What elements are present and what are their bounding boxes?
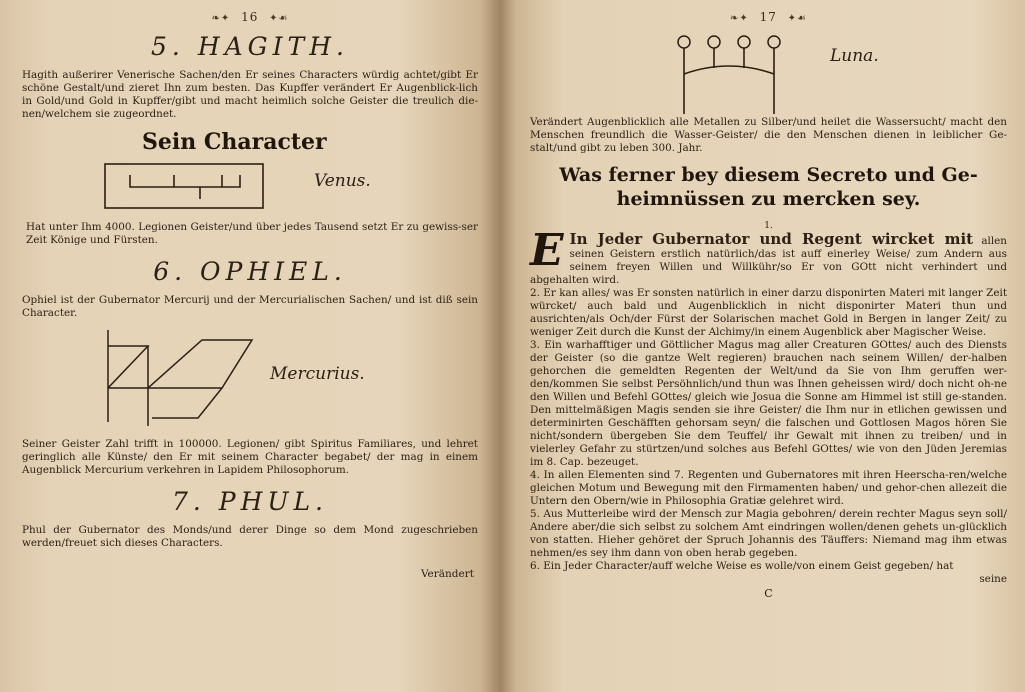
right-footer	[530, 573, 1007, 585]
venus-text: Hat unter Ihm 4000. Legionen Geister/und über jedes Tausend setzt Er zu gewiss-ser Zeit Könige und Fürsten.	[26, 221, 478, 246]
section-title	[530, 163, 1007, 211]
luna-label: Luna.	[830, 46, 879, 66]
venus-figure-row	[22, 161, 478, 221]
character-title: Sein Character	[142, 129, 327, 155]
ophiel-text: Ophiel ist der Gubernator Mercurij und der Mercurialischen Sachen/ und ist diß sein Character.	[22, 294, 478, 319]
luna-character-icon	[670, 34, 790, 118]
section-title-line-2: heimnüssen zu mercken sey.	[616, 188, 921, 210]
left-catchword: Verändert	[420, 568, 474, 580]
item-number: 1.	[764, 221, 773, 231]
ornament-icon: ✦☙	[269, 13, 289, 24]
signature-mark: C	[764, 587, 773, 600]
right-catchword: seine	[979, 573, 1007, 585]
phul-text: Phul der Gubernator des Monds/und derer Dinge so dem Mond zugeschrieben werden/freuet sich dieses Characters.	[22, 524, 478, 549]
paragraph-1: allen seinen Geistern erstlich natürlich/das ist auff einerley Weise/ zum Andern aus seinem freyen Willen und Willkühr/so Er von GOtt nicht verhindert und abgehalten wird.	[530, 235, 1007, 286]
paragraph-5: 5. Aus Mutterleibe wird der Mensch zur Magia gebohren/ derein rechter Magus seyn soll/ Andere aber/die sich selbst zu solchem Amt eindringen wollen/denen gehets un-glücklich von statten. Hieher gehöret der Spruch Johannis des Täuffers: Niemand mag ihm etwas nehmen/es sey ihm dann von oben herab gegeben.	[530, 508, 1007, 559]
mercurius-label: Mercurius.	[270, 364, 365, 384]
paragraph-6-text: 6. Ein Jeder Character/auff welche Weise es wolle/von einem Geist gegeben/ hat	[530, 560, 954, 572]
section-title-line-1: Was ferner bey diesem Secreto und Ge-	[559, 164, 978, 186]
ornament-icon: ❧✦	[211, 13, 231, 24]
mercurius-figure-row	[22, 320, 478, 438]
paragraph-6	[530, 560, 1007, 573]
right-page	[500, 0, 1025, 692]
left-page-header	[22, 8, 478, 26]
drop-cap: E	[530, 225, 564, 276]
luna-figure-row	[530, 26, 1007, 116]
luna-text: Verändert Augenblicklich alle Metallen zu Silber/und heilet die Wassersucht/ macht den Menschen freundlich die Wasser-Geister/ die den Menschen dienen in leiblicher Ge-stalt/und gibt zu leben 300. Jahr.	[530, 116, 1007, 154]
intro-line: In Jeder Gubernator und Regent wircket mit	[569, 230, 974, 248]
paragraph-4: 4. In allen Elementen sind 7. Regenten und Gubernatores mit ihren Heerscha-ren/welche gleichen Motum und Bewegung mit den Firmamenten haben/ und gehor-chen allezeit die Untern den Obern/wie in Philosophia Gratiæ gelehret wird.	[530, 469, 1007, 507]
right-page-header	[530, 8, 1007, 26]
ophiel-heading: 6. OPHIEL.	[153, 257, 347, 286]
phul-heading: 7. PHUL.	[171, 487, 329, 516]
right-page-number: 17	[759, 10, 777, 24]
intro-paragraph	[530, 225, 1007, 287]
left-page	[0, 0, 500, 692]
mercurius-character-icon	[102, 326, 262, 436]
venus-label: Venus.	[314, 171, 371, 191]
ornament-icon: ❧✦	[729, 13, 749, 24]
hagith-text: Hagith außerirer Venerische Sachen/den Er seines Characters würdig achtet/gibt Er schöne Gestalt/und zieret Ihn zum besten. Das Kupffer verändert Er Augenblick-lich in Gold/und Gold in Kupffer/gibt und macht heimlich solche Geister die treulich die-nen/welchem sie zugeordnet.	[22, 69, 478, 120]
left-page-number: 16	[241, 10, 259, 24]
paragraph-3: 3. Ein warhafftiger und Göttlicher Magus mag aller Creaturen GOttes/ auch des Diensts der Geister (so die gantze Welt regieren) brauchen nach seinem Willen/ der-halben gehorchen die gemeldten Regenten der Welt/und da Sie von Ihm geruffen wer-den/kommen Sie selbst Persöhnlich/und thun was Ihnen geheissen wird/ doch nicht oh-ne den Willen und Befehl GOttes/ gleich wie Josua die Sonne am Himmel ist still ge-standen. Den mittelmäßigen Magis senden sie ihre Geister/ die Ihm nur in etlichen gewissen und determinirten Geschäfften gehorsam seyn/ die falschen und Gottlosen Magos hören Sie nicht/sondern übergeben Sie dem Teuffel/ ihr Gewalt mit ihnen zu treiben/ und in vielerley Gefahr zu stürtzen/und solches aus Befehl GOttes/ wie von den Jüden Jeremias im 8. Cap. bezeuget.	[530, 339, 1007, 468]
venus-character-icon	[102, 161, 267, 213]
paragraph-2: 2. Er kan alles/ was Er sonsten natürlich in einer darzu disponirten Materi mit langer Zeit würcket/ auch bald und Augenblicklich in nicht disponirter Materi thun und ausrichten/als Och/der Fürst der Solarischen machet Gold in Bergen in langer Zeit/ zu weniger Zeit durch die Kunst der Alchimy/in einem Augenblick aber Magischer Weise.	[530, 287, 1007, 338]
mercurius-text: Seiner Geister Zahl trifft in 100000. Legionen/ gibt Spiritus Familiares, und lehret geringlich alle Künste/ den Er mit seinem Character begabet/ der mag in einem Augenblick Mercurium verkehren in Lapidem Philosophorum.	[22, 438, 478, 476]
ornament-icon: ✦☙	[787, 13, 808, 24]
hagith-heading: 5. HAGITH.	[151, 32, 349, 61]
